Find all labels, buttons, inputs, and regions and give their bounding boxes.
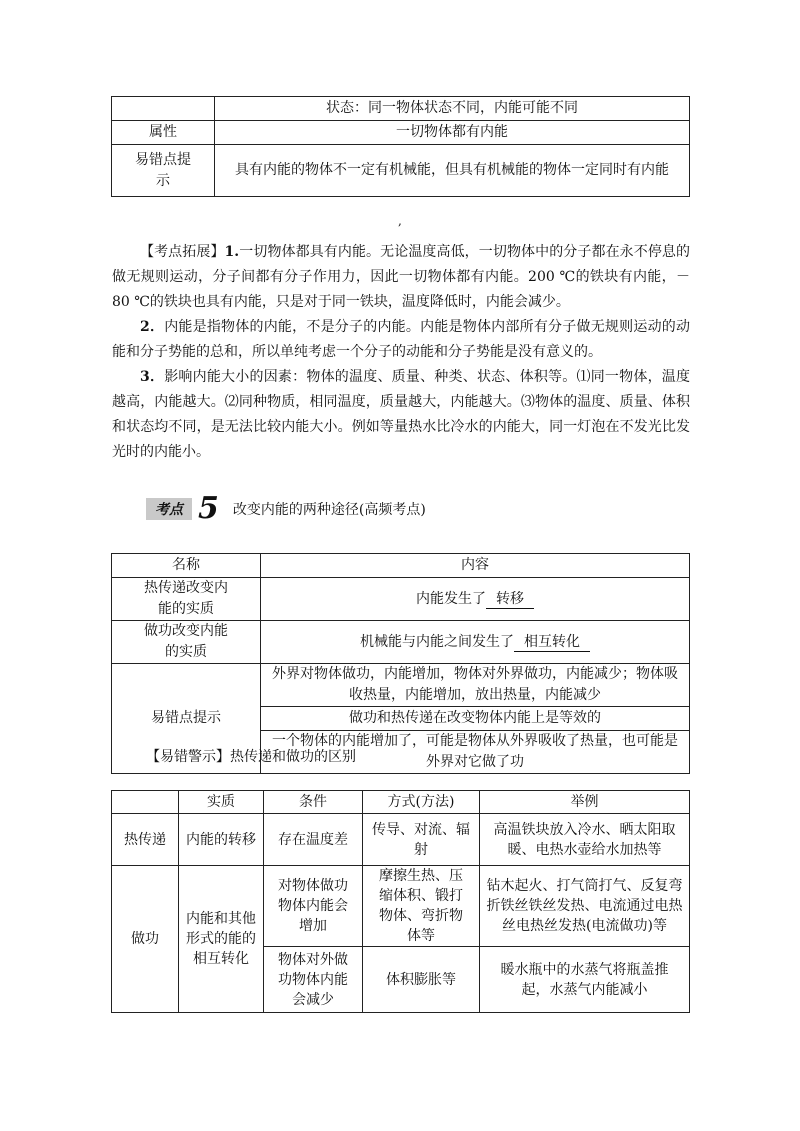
- cell-text: 机械能与内能之间发生了: [360, 633, 514, 650]
- table-header: 名称: [112, 554, 261, 578]
- table-cell: 存在温度差: [264, 814, 363, 866]
- table-cell: [261, 578, 690, 621]
- table-cell: 内能和其他形式的能的相互转化: [179, 866, 264, 1013]
- paragraph-text: 内能是指物体的内能，不是分子的内能。内能是物体内部所有分子做无规则运动的动能和分子势能的总和，所以单纯考虑一个分子的动能和分子势能是没有意义的。: [112, 319, 691, 360]
- item-number: 2．: [140, 319, 165, 335]
- separator-mark: ,: [398, 214, 402, 228]
- paragraph: [112, 365, 690, 465]
- table-cell: 热传递: [112, 814, 179, 866]
- table-header: 举例: [480, 791, 690, 814]
- table-cell: 属性: [112, 121, 215, 145]
- table-cell: 钻木起火、打气筒打气、反复弯折铁丝铁丝发热、电流通过电热丝电热丝发热(电流做功)等: [480, 866, 690, 947]
- table-header: 实质: [179, 791, 264, 814]
- ways-table: [111, 553, 690, 774]
- table-cell: 状态：同一物体状态不同，内能可能不同: [215, 97, 690, 121]
- table-header: 条件: [264, 791, 363, 814]
- table-cell: 易错点提示: [112, 664, 261, 774]
- table-header: [112, 791, 179, 814]
- table-cell: 内能的转移: [179, 814, 264, 866]
- expansion-section: [112, 240, 690, 465]
- table-cell: 一个物体的内能增加了，可能是物体从外界吸收了热量，也可能是外界对它做了功: [261, 731, 690, 774]
- paragraph-text: 影响内能大小的因素：物体的温度、质量、种类、状态、体积等。⑴同一物体，温度越高，内能越大。⑵同种物质，相同温度，质量越大，内能越大。⑶物体的温度、质量、体积和状态均不同，是无法比较内能大小。例如等量热水比冷水的内能大，同一灯泡在不发光比发光时的内能小。: [112, 369, 691, 460]
- paragraph-text: 一切物体都具有内能。无论温度高低，一切物体中的分子都在永不停息的做无规则运动，分子间都有分子作用力，因此一切物体都有内能。200 ℃的铁块有内能，－80 ℃的铁块也具有内能，只是对于同一铁块，温度降低时，内能会减少。: [112, 244, 691, 310]
- table-cell: 外界对物体做功，内能增加，物体对外界做功，内能减少；物体吸收热量，内能增加，放出热量，内能减少: [261, 664, 690, 707]
- table-cell: 物体对外做功物体内能会减少: [264, 947, 363, 1013]
- properties-table: [111, 96, 690, 197]
- item-number: 1.: [224, 244, 240, 260]
- table-cell: [112, 97, 215, 121]
- warning-note: [146, 746, 356, 768]
- table-cell: 体积膨胀等: [363, 947, 480, 1013]
- table-header: 方式(方法): [363, 791, 480, 814]
- table-cell: 暖水瓶中的水蒸气将瓶盖推起，水蒸气内能减小: [480, 947, 690, 1013]
- table-cell: 做功改变内能的实质: [112, 621, 261, 664]
- table-cell: 做功: [112, 866, 179, 1013]
- table-cell: 具有内能的物体不一定有机械能，但具有机械能的物体一定同时有内能: [215, 145, 690, 197]
- item-number: 3．: [140, 369, 165, 385]
- section-title: 改变内能的两种途径(高频考点): [232, 502, 426, 518]
- cell-text: 内能发生了: [416, 590, 486, 607]
- label: 【考点拓展】: [140, 244, 225, 260]
- fill-blank: 转移: [486, 590, 534, 609]
- section-badge: 考点: [146, 498, 192, 520]
- table-cell: 做功和热传递在改变物体内能上是等效的: [261, 707, 690, 731]
- table-cell: 传导、对流、辐射: [363, 814, 480, 866]
- table-cell: 对物体做功物体内能会增加: [264, 866, 363, 947]
- label: 【易错警示】: [146, 749, 230, 765]
- table-header: 内容: [261, 554, 690, 578]
- table-cell: 易错点提示: [112, 145, 215, 197]
- fill-blank: 相互转化: [514, 633, 590, 652]
- comparison-table: [111, 790, 690, 1013]
- table-cell: [261, 621, 690, 664]
- table-cell: 一切物体都有内能: [215, 121, 690, 145]
- section-number: 5: [198, 491, 219, 526]
- paragraph: [112, 240, 690, 315]
- table-cell: 热传递改变内能的实质: [112, 578, 261, 621]
- table-cell: 高温铁块放入冷水、晒太阳取暖、电热水壶给水加热等: [480, 814, 690, 866]
- table-cell: 摩擦生热、压缩体积、锻打物体、弯折物体等: [363, 866, 480, 947]
- section-heading: [146, 491, 426, 526]
- paragraph: [112, 315, 690, 365]
- warning-text: 热传递和做功的区别: [230, 749, 356, 765]
